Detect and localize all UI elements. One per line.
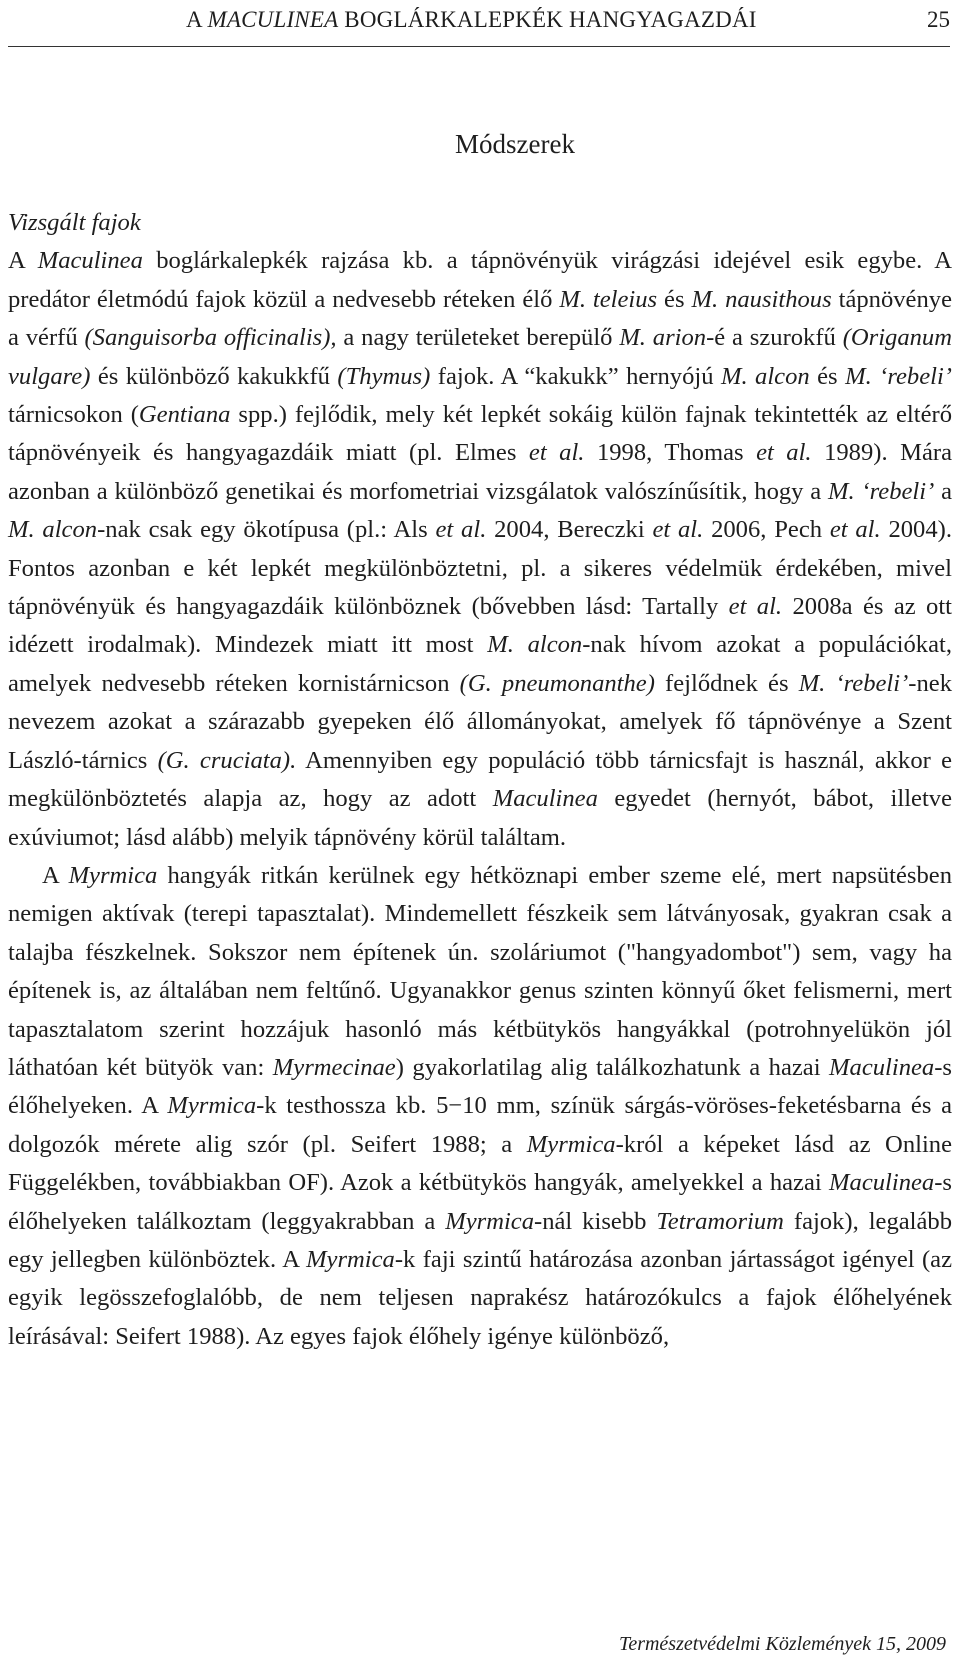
italic-run: M. alcon: [487, 631, 583, 659]
running-head: [8, 2, 950, 42]
text-run: 2004). Fontos azonban e két lepkét megkülönböztetni, pl. a sikeres védelmük érdekében, mivel tápnövényük és hangyagazdáik különböznek (bővebben lásd: Tartally: [8, 516, 952, 621]
text-run: 2004, Bereczki: [486, 516, 653, 544]
text-run: -nál kisebb: [534, 1207, 657, 1235]
italic-run: (Thymus): [337, 362, 431, 390]
italic-run: (Origanum vulgare): [8, 324, 952, 390]
italic-run: Myrmica: [167, 1092, 257, 1120]
text-run: a: [934, 477, 952, 505]
text-run: fajok), legalább egy jellegben különböztek. A: [8, 1207, 952, 1273]
text-run: -nek nevezem azokat a szárazabb gyepeken élő állományokat, amelyek fő tápnövénye a Szent László-tárnics: [8, 669, 952, 774]
italic-run: Gentiana: [138, 401, 231, 429]
text-run: fejlődnek és: [654, 669, 799, 697]
italic-run: Myrmica: [445, 1207, 534, 1235]
page-number: 25: [927, 7, 950, 32]
text-run: -k faji szintű határozása azonban jártasságot igényel (az egyik legösszefoglalóbb, de nem teljesen naprakész határozókulcs a fajok élőhelyének leírásával: Seifert 1988). Az egyes fajok élőhely igénye különböző,: [8, 1245, 953, 1350]
italic-run: et al.: [728, 593, 783, 621]
text-run: és különböző kakukkfű: [90, 362, 338, 390]
italic-run: et al.: [756, 439, 812, 467]
italic-run: M. ‘rebeli’: [827, 477, 935, 505]
italic-run: Maculinea: [37, 247, 143, 275]
italic-run: M. alcon: [8, 516, 98, 544]
italic-run: M. nausithous: [691, 285, 832, 313]
subheading: Vizsgált fajok: [8, 209, 141, 236]
text-run: -nak csak egy ökotípusa (pl.: Als: [97, 516, 436, 544]
text-run: A: [42, 861, 69, 889]
text-run: 2008a és az ott idézett irodalmak). Mindezek miatt itt most: [8, 593, 953, 659]
italic-run: Maculinea: [829, 1053, 935, 1081]
text-run: fajok. A “kakukk” hernyójú: [430, 362, 721, 390]
text-run: -s élőhelyeken. A: [8, 1053, 952, 1120]
header-rule: [8, 46, 950, 47]
italic-run: et al.: [652, 516, 704, 544]
text-run: A: [8, 247, 38, 275]
text-run: -é a szurokfű: [706, 324, 843, 352]
italic-run: M. ‘rebeli’: [798, 669, 909, 697]
journal-footer: Természetvédelmi Közlemények 15, 2009: [619, 1633, 946, 1655]
text-run: a nagy területeket berepülő: [336, 324, 620, 352]
text-run: ) gyakorlatilag alig találkozhatunk a hazai: [395, 1053, 830, 1081]
italic-run: Myrmica: [526, 1130, 616, 1158]
text-run: spp.) fejlődik, mely két lepkét sokáig külön fajnak tekintették az eltérő tápnövényeik és hangyagazdáik miatt (pl. Elmes: [8, 401, 952, 467]
running-head-title: A MACULINEA BOGLÁRKALEPKÉK HANGYAGAZDÁI: [186, 7, 757, 32]
paragraph-species: [8, 242, 952, 857]
text-run: és: [657, 285, 692, 313]
text-run: Amennyiben egy populáció több tárnicsfajt is használ, akkor e megkülönböztetés alapja az, hogy az adott: [8, 746, 952, 813]
italic-run: M. alcon: [720, 362, 810, 390]
text-run: tárnicsokon (: [8, 401, 139, 429]
italic-run: Maculinea: [492, 785, 598, 813]
text-run: tápnövénye a vérfű: [8, 285, 952, 352]
text-run: hangyák ritkán kerülnek egy hétköznapi ember szeme elé, mert napsütésben nemigen aktívak (terepi tapasztalat). Mindemellett fészkeik sem látványosak, gyakran csak a talajba fészkelnek. Sokszor nem építenek ún. szoláriumot ("hangyadombot") sem, vagy ha építenek is, az általában nem feltűnő. Ugyanakkor genus szinten könnyű őket felismerni, mert tapasztalatom szerint hozzájuk hasonló más kétbütykös hangyákkal (potrohnyelükön jól láthatóan két bütyök van:: [8, 861, 952, 1081]
italic-run: et al.: [829, 516, 881, 544]
text-run: egyedet (hernyót, bábot, illetve exúviumot; lásd alább) melyik tápnövény körül találtam.: [8, 785, 953, 851]
italic-run: M. arion: [619, 324, 707, 352]
body-text: [8, 204, 952, 1356]
italic-run: (Sanguisorba officinalis),: [84, 324, 337, 352]
text-run: -nak hívom azokat a populációkat, amelyek nedvesebb réteken kornistárnicson: [8, 631, 952, 697]
italic-run: Myrmica: [306, 1245, 395, 1273]
text-run: -król a képeket lásd az Online Függelékben, továbbiakban OF). Azok a kétbütykös hangyák, amelyekkel a hazai: [8, 1130, 952, 1197]
section-heading: Módszerek: [455, 129, 575, 159]
italic-run: Myrmica: [68, 861, 158, 889]
italic-run: (G. pneumonanthe): [459, 669, 655, 697]
text-run: -s élőhelyeken találkoztam (leggyakrabban a: [8, 1169, 952, 1235]
italic-run: Tetramorium: [656, 1207, 784, 1235]
text-run: 2006, Pech: [703, 516, 830, 544]
italic-run: Maculinea: [829, 1169, 935, 1197]
text-run: 1989). Mára azonban a különböző genetikai és morfometriai vizsgálatok valószínűsítik, hogy a: [8, 439, 952, 505]
italic-run: et al.: [528, 439, 585, 467]
italic-run: (G. cruciata).: [157, 746, 297, 774]
paragraph-myrmica: [8, 857, 952, 1356]
italic-run: et al.: [435, 516, 487, 544]
text-run: és: [809, 362, 846, 390]
text-run: boglárkalepkék rajzása kb. a tápnövényük virágzási idejével esik egybe. A predátor életmódú fajok közül a nedvesebb réteken élő: [8, 247, 952, 313]
text-run: -k testhossza kb. 5−10 mm, színük sárgás-vöröses-feketésbarna és a dolgozók mérete alig szór (pl. Seifert 1988; a: [8, 1092, 952, 1158]
italic-run: M. teleius: [559, 285, 658, 313]
italic-run: Myrmecinae: [272, 1053, 396, 1081]
text-run: 1998, Thomas: [584, 439, 757, 467]
italic-run: M. ‘rebeli’: [845, 362, 952, 390]
